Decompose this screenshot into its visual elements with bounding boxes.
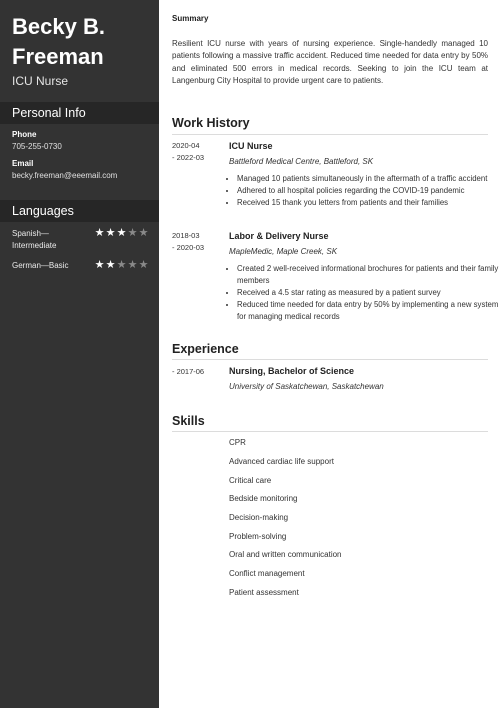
skill-item: CPR xyxy=(229,438,246,447)
skill-item: Decision-making xyxy=(229,513,289,522)
job-bullets xyxy=(225,173,500,209)
skill-item: Advanced cardiac life support xyxy=(229,457,334,466)
language-name: Spanish—Intermediate xyxy=(12,229,57,250)
job-bullets xyxy=(225,263,500,323)
job-date-end: - 2022-03 xyxy=(172,153,205,162)
skill-item: Problem-solving xyxy=(229,532,287,541)
star-empty-icon: ★ xyxy=(127,227,138,239)
language-rating xyxy=(94,228,149,239)
job-employer: MapleMedic, Maple Creek, SK xyxy=(229,247,338,256)
skill-item: Oral and written communication xyxy=(229,550,342,559)
star-empty-icon: ★ xyxy=(116,259,127,271)
job-dates xyxy=(172,230,222,254)
phone-value: 705-255-0730 xyxy=(12,142,62,151)
star-filled-icon: ★ xyxy=(105,259,116,271)
sidebar xyxy=(0,0,159,708)
summary-text: Resilient ICU nurse with years of nursing experience. Single-handedly managed 10 patients following a massive traffic accident. Reduced time needed for data entry by 50% and eliminated 500 errors in medical records. Seeking to join the ICU team at Langenburg City Hospital to provide urgent care to patients. xyxy=(172,39,488,85)
star-filled-icon: ★ xyxy=(94,227,105,239)
section-divider xyxy=(172,134,488,135)
list-item: • Created 2 well-received informational brochures for patients and their family members xyxy=(237,263,500,287)
job-title: Labor & Delivery Nurse xyxy=(229,231,329,241)
section-divider xyxy=(172,431,488,432)
last-name: Freeman xyxy=(12,44,104,69)
language-name: German—Basic xyxy=(12,261,69,270)
star-filled-icon: ★ xyxy=(94,259,105,271)
star-empty-icon: ★ xyxy=(138,227,149,239)
work-history-heading: Work History xyxy=(172,116,250,130)
personal-info-heading: Personal Info xyxy=(0,102,159,124)
languages-heading: Languages xyxy=(0,200,159,222)
job-title: ICU Nurse xyxy=(229,141,273,151)
main-content xyxy=(159,0,500,708)
job-employer: Battleford Medical Centre, Battleford, SK xyxy=(229,157,374,166)
job-date-start: 2018-03 xyxy=(172,231,200,240)
email-label: Email xyxy=(12,159,34,168)
first-name: Becky B. xyxy=(12,14,105,39)
star-empty-icon: ★ xyxy=(127,259,138,271)
summary-heading: Summary xyxy=(172,14,209,23)
skill-item: Bedside monitoring xyxy=(229,494,298,503)
language-rating xyxy=(94,260,149,271)
job-dates xyxy=(172,140,222,164)
star-filled-icon: ★ xyxy=(105,227,116,239)
list-item: • Received a 4.5 star rating as measured by a patient survey xyxy=(237,287,500,299)
experience-heading: Experience xyxy=(172,342,239,356)
list-item: • Reduced time needed for data entry by 50% by implementing a new system for managing medical records xyxy=(237,299,500,323)
job-date-start: 2020-04 xyxy=(172,141,200,150)
candidate-title: ICU Nurse xyxy=(12,74,69,88)
degree-title: Nursing, Bachelor of Science xyxy=(229,366,355,376)
skills-heading: Skills xyxy=(172,414,205,428)
section-divider xyxy=(172,359,488,360)
candidate-name xyxy=(12,12,152,72)
star-empty-icon: ★ xyxy=(138,259,149,271)
skill-item: Conflict management xyxy=(229,569,305,578)
email-value: becky.freeman@eeemail.com xyxy=(12,171,118,180)
school-name: University of Saskatchewan, Saskatchewan xyxy=(229,382,384,391)
list-item: • Adhered to all hospital policies regarding the COVID-19 pandemic xyxy=(237,185,500,197)
list-item: • Received 15 thank you letters from patients and their families xyxy=(237,197,500,209)
list-item: • Managed 10 patients simultaneously in the aftermath of a traffic accident xyxy=(237,173,500,185)
job-date-end: - 2020-03 xyxy=(172,243,205,252)
education-date: - 2017-06 xyxy=(172,367,205,376)
skill-item: Patient assessment xyxy=(229,588,299,597)
phone-label: Phone xyxy=(12,130,37,139)
star-filled-icon: ★ xyxy=(116,227,127,239)
skill-item: Critical care xyxy=(229,476,272,485)
